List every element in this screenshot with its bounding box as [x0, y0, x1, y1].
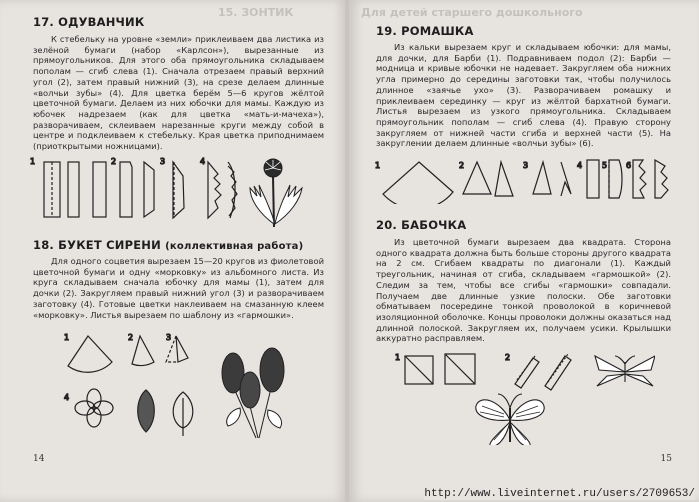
chamomile-step-1-label: 1 — [375, 161, 381, 170]
dandelion-step-4-label: 4 — [200, 157, 206, 166]
dandelion-step-3-label: 3 — [160, 157, 166, 166]
chamomile-step-6-label: 6 — [626, 161, 632, 170]
lilac-steps-figure — [28, 328, 328, 443]
chamomile-steps-figure — [371, 156, 676, 204]
chamomile-steps-drawing — [371, 156, 676, 204]
bleed-through-heading: Для детей старшего дошкольного — [361, 6, 583, 19]
section-20-text: Из цветочной бумаги вырезаем два квадрата. Сторона одного квадрата должна быть больше стороны другого квадрата на 2 см. Сгибаем квадраты по диагонали (1). Каждый треугольник, начиная от сгиба, складываем «гармошкой» (2). Следим за тем, чтобы все сгибы «гармошки» совпадали. Получаем две длинные узкие полоски. Обе заготовки обматываем посередине тонкой проволокой в коричневой изоляционной оболочке. Концы проволоки должны оказаться над длинной полоской. Закругляем их, получаем усики. Крылышки аккуратно расправляем. — [376, 237, 671, 344]
lilac-step-3-label: 3 — [166, 333, 172, 342]
section-17-text: К стебельку на уровне «земли» приклеиваем два листика из зелёной бумаги (набор «Карлсон»), вырезанные из прямоугольников. Для этого оба прямоугольника складываем пополам — сгиб слева (1). Сначала отрезаем правый верхний угол (2), затем правый нижний (3), на срезе делаем длинные «волчьи зубы» (4). Для цветка берём 5—6 кругов жёлтой цветочной бумаги. Делаем из них юбочки для мамы. Каждую из юбочек надрезаем (как для цветка «мать-и-мачеха»), разворачиваем, склеиваем нарезанные круги между собой в центре и подклеиваем к стебельку. Края цветка приподнимаем (приоткрытыми ножницами). — [33, 34, 324, 152]
butterfly-step-1-label: 1 — [395, 353, 401, 362]
page-number-left: 14 — [33, 454, 45, 464]
section-17-title: 17. ОДУВАНЧИК — [33, 15, 145, 29]
dandelion-step-2-label: 2 — [111, 157, 117, 166]
chamomile-step-2-label: 2 — [459, 161, 465, 170]
lilac-step-2-label: 2 — [128, 333, 134, 342]
butterfly-step-2-label: 2 — [505, 353, 511, 362]
section-20-title: 20. БАБОЧКА — [376, 218, 467, 232]
lilac-step-4-label: 4 — [64, 393, 70, 402]
section-18-text: Для одного соцветия вырезаем 15—20 кругов из фиолетовой цветочной бумаги и одну «морковку» из альбомного листа. Из круга складываем сначала юбочку для мамы (1), затем для дочки (2). Закругляем правый нижний угол (3) и разворачиваем заготовку (4). Готовые цветки наклеиваем на смазанную клеем «морковку». Листья вырезаем по шаблону из «гармошки». — [33, 256, 324, 320]
right-page — [349, 0, 699, 502]
dandelion-steps-drawing — [28, 152, 328, 232]
left-page — [0, 0, 347, 502]
dandelion-step-1-label: 1 — [30, 157, 36, 166]
section-19-title: 19. РОМАШКА — [376, 24, 474, 38]
section-18-title — [33, 238, 303, 252]
page-number-right: 15 — [660, 454, 672, 464]
watermark-url: http://www.liveinternet.ru/users/2709653/ — [424, 488, 695, 500]
dandelion-steps-figure — [28, 152, 328, 232]
lilac-step-1-label: 1 — [64, 333, 70, 342]
section-18-title-text: 18. БУКЕТ СИРЕНИ — [33, 238, 161, 252]
lilac-steps-drawing — [28, 328, 328, 443]
section-19-text: Из кальки вырезаем круг и складываем юбочки: для мамы, для дочки, для Барби (1). Подравниваем подол (2): Барби — модница и кривые юбочки не надевает. Закругляем оба нижних угла примерно до середины заготовки так, чтобы получилось длинное «заячье ухо» (3). Разворачиваем ромашку и приклеиваем серединку — круг из жёлтой бархатной бумаги. Листья вырезаем из узкого прямоугольника. Складываем прямоугольник пополам — сгиб слева (4). Правую сторону закругляем от нижней части сгиба и верхней части (5). На закруглении делаем длинные «волчьи зубы» (6). — [376, 42, 671, 149]
chamomile-step-5-label: 5 — [602, 161, 608, 170]
butterfly-steps-figure — [385, 350, 655, 445]
chamomile-step-3-label: 3 — [523, 161, 529, 170]
bleed-through-heading: 15. ЗОНТИК — [218, 6, 294, 19]
chamomile-step-4-label: 4 — [577, 161, 583, 170]
butterfly-steps-drawing — [385, 350, 655, 445]
section-18-subtitle: (коллективная работа) — [165, 241, 304, 252]
